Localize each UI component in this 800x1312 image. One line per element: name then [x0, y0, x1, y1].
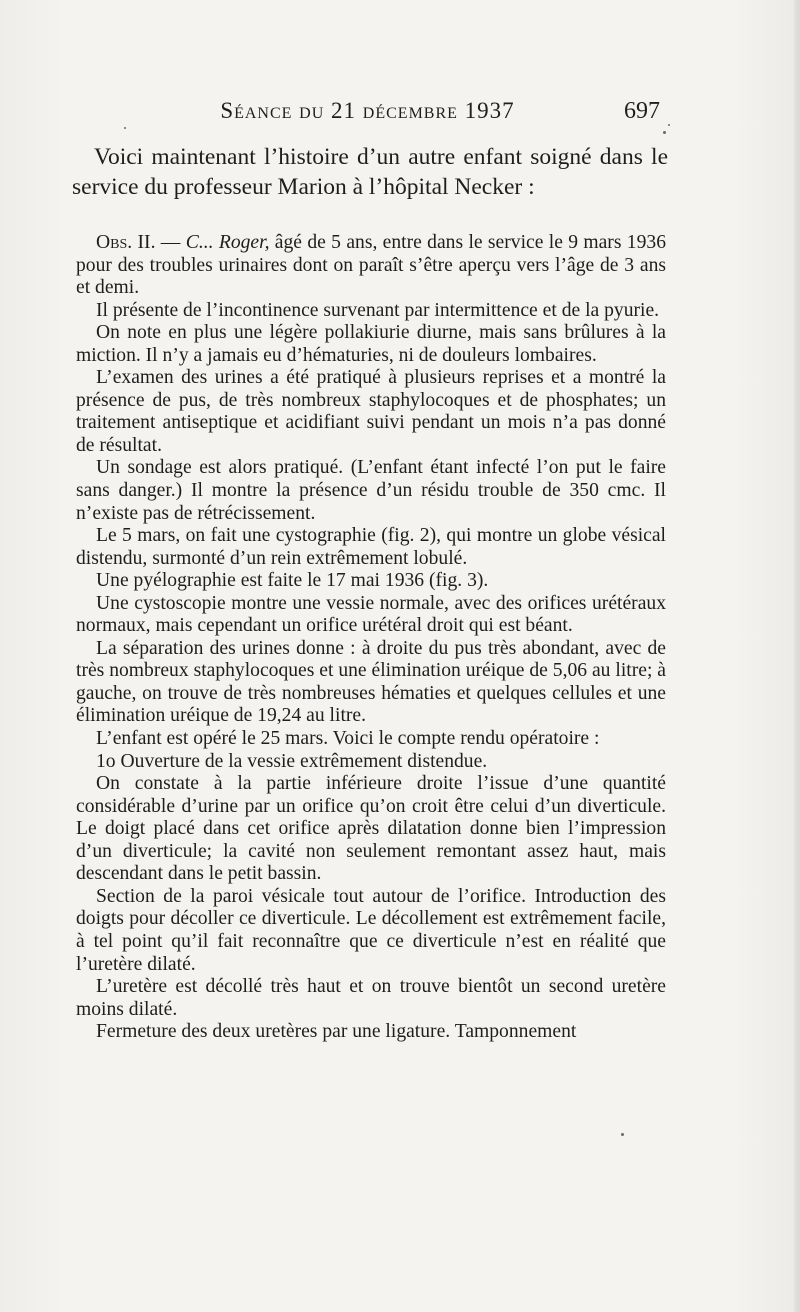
page-number: 697 — [624, 98, 660, 124]
observation-dash: — — [155, 232, 186, 253]
paper-speck — [621, 1133, 624, 1136]
paragraph: Section de la paroi vésicale tout autour de l’orifice. Introduction des doigts pour décoller ce diverticule. Le décollement est extrêmement facile, à tel point qu’il fait reconnaître que ce diverticule n’est en réalité que l’uretère dilaté. — [76, 885, 666, 975]
paragraph: La séparation des urines donne : à droite du pus très abondant, avec de très nombreux staphylocoques et une élimination uréique de 5,06 au litre; à gauche, on trouve de très nombreuses hématies et quelques cellules et une élimination uréique de 19,24 au litre. — [76, 637, 666, 727]
observation-label: Obs. II. — [96, 232, 156, 253]
paragraph: On note en plus une légère pollakiurie diurne, mais sans brûlures à la miction. Il n’y a jamais eu d’hématuries, ni de douleurs lombaires. — [76, 322, 666, 366]
running-head-title: Séance du 21 décembre 1937 — [220, 98, 515, 123]
paragraph: Un sondage est alors pratiqué. (L’enfant étant infecté l’on put le faire sans danger.) Il montre la présence d’un résidu trouble de 350 cmc. Il n’existe pas de rétrécissement. — [76, 457, 666, 524]
observation-body — [76, 232, 666, 1044]
paper-speck — [124, 127, 126, 129]
paragraph: Il présente de l’incontinence survenant par intermittence et de la pyurie. — [96, 299, 660, 321]
paragraph: Une pyélographie est faite le 17 mai 1936 (fig. 3). — [96, 570, 489, 592]
observation-opening-paragraph — [76, 232, 666, 300]
intro-paragraph: Voici maintenant l’histoire d’un autre enfant soigné dans le service du professeur Marion à l’hôpital Necker : — [72, 144, 668, 200]
running-head — [75, 98, 660, 134]
paragraph: Fermeture des deux uretères par une ligature. Tamponnement — [96, 1021, 577, 1043]
paragraph: Le 5 mars, on fait une cystographie (fig. 2), qui montre un globe vésical distendu, surmonté d’un rein extrêmement lobulé. — [76, 525, 666, 569]
paragraph: 1o Ouverture de la vessie extrêmement distendue. — [96, 750, 488, 772]
paragraph: Une cystoscopie montre une vessie normale, avec des orifices urétéraux normaux, mais cependant un orifice urétéral droit qui est béant. — [76, 592, 666, 637]
paragraph: L’enfant est opéré le 25 mars. Voici le compte rendu opératoire : — [96, 728, 600, 750]
patient-name: C... Roger, — [185, 232, 270, 253]
paper-speck — [663, 131, 666, 134]
paragraph: On constate à la partie inférieure droite l’issue d’une quantité considérable d’urine par un orifice qu’on croit être celui d’un diverticule. Le doigt placé dans cet orifice après dilatation donne bien l’impression d’un diverticule; la cavité non seulement remontant assez haut, mais descendant dans le petit bassin. — [76, 773, 666, 885]
observation-opening-text: âgé de 5 ans, entre dans le service le 9 mars 1936 pour des troubles urinaires dont on paraît s’être aperçu vers l’âge de 3 ans et demi. — [76, 232, 666, 299]
page-edge-shadow — [794, 0, 800, 1312]
paragraph: L’uretère est décollé très haut et on trouve bientôt un second uretère moins dilaté. — [76, 976, 666, 1020]
paragraph: L’examen des urines a été pratiqué à plusieurs reprises et a montré la présence de pus, de très nombreux staphylocoques et de phosphates; un traitement antiseptique et acidifiant suivi pendant un mois n’a pas donné de résultat. — [76, 367, 666, 456]
paper-speck — [668, 124, 670, 126]
